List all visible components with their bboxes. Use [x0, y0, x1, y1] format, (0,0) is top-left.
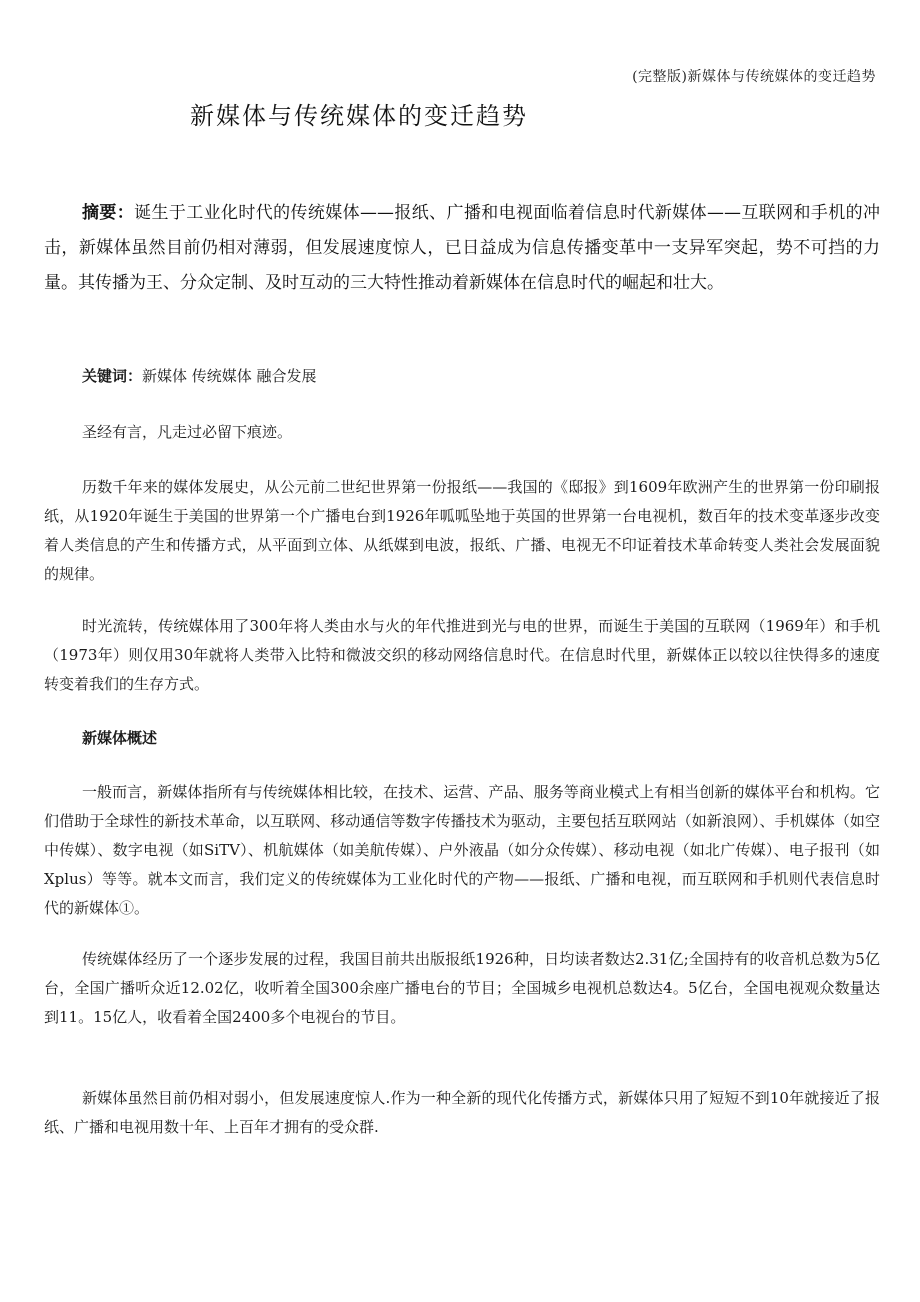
- paragraph-1: 圣经有言，凡走过必留下痕迹。: [82, 423, 293, 441]
- running-header: (完整版)新媒体与传统媒体的变迁趋势: [632, 69, 876, 85]
- paragraph-4: 一般而言，新媒体指所有与传统媒体相比较，在技术、运营、产品、服务等商业模式上有相当创新的媒体平台和机构。它们借助于全球性的新技术革命，以互联网、移动通信等数字传播技术为驱动，主要包括互联网站（如新浪网）、手机媒体（如空中传媒）、数字电视（如SiTV）、机航媒体（如美航传媒）、户外液晶（如分众传媒）、移动电视（如北广传媒）、电子报刊（如Xplus）等等。就本文而言，我们定义的传统媒体为工业化时代的产物——报纸、广播和电视，而互联网和手机则代表信息时代的新媒体①。: [44, 783, 880, 917]
- document-title: 新媒体与传统媒体的变迁趋势: [190, 102, 528, 130]
- keywords-label: 关键词：: [82, 367, 143, 385]
- keywords-text: 新媒体 传统媒体 融合发展: [142, 367, 317, 385]
- section-heading: 新媒体概述: [82, 729, 158, 747]
- paragraph-2: 历数千年来的媒体发展史，从公元前二世纪世界第一份报纸——我国的《邸报》到1609年欧洲产生的世界第一份印刷报纸，从1920年诞生于美国的世界第一个广播电台到1926年呱呱坠地于英国的世界第一台电视机，数百年的技术变革逐步改变着人类信息的产生和传播方式，从平面到立体、从纸媒到电波，报纸、广播、电视无不印证着技术革命转变人类社会发展面貌的规律。: [44, 478, 880, 583]
- paragraph-3: 时光流转，传统媒体用了300年将人类由水与火的年代推进到光与电的世界，而诞生于美国的互联网（1969年）和手机（1973年）则仅用30年就将人类带入比特和微波交织的移动网络信息时代。在信息时代里，新媒体正以较以往快得多的速度转变着我们的生存方式。: [44, 617, 880, 693]
- abstract-label: 摘要：: [82, 203, 135, 223]
- keywords-line: [44, 362, 880, 391]
- paragraph-6: 新媒体虽然目前仍相对弱小，但发展速度惊人.作为一种全新的现代化传播方式，新媒体只用了短短不到10年就接近了报纸、广播和电视用数十年、上百年才拥有的受众群.: [44, 1089, 880, 1136]
- abstract-paragraph: [44, 196, 880, 301]
- abstract-text: 诞生于工业化时代的传统媒体——报纸、广播和电视面临着信息时代新媒体——互联网和手机的冲击，新媒体虽然目前仍相对薄弱，但发展速度惊人，已日益成为信息传播变革中一支异军突起，势不可挡的力量。其传播为王、分众定制、及时互动的三大特性推动着新媒体在信息时代的崛起和壮大。: [44, 203, 881, 293]
- paragraph-5: 传统媒体经历了一个逐步发展的过程，我国目前共出版报纸1926种，日均读者数达2.31亿;全国持有的收音机总数为5亿台，全国广播听众近12.02亿，收听着全国300余座广播电台的节目；全国城乡电视机总数达4。5亿台，全国电视观众数量达到11。15亿人，收看着全国2400多个电视台的节目。: [44, 950, 880, 1026]
